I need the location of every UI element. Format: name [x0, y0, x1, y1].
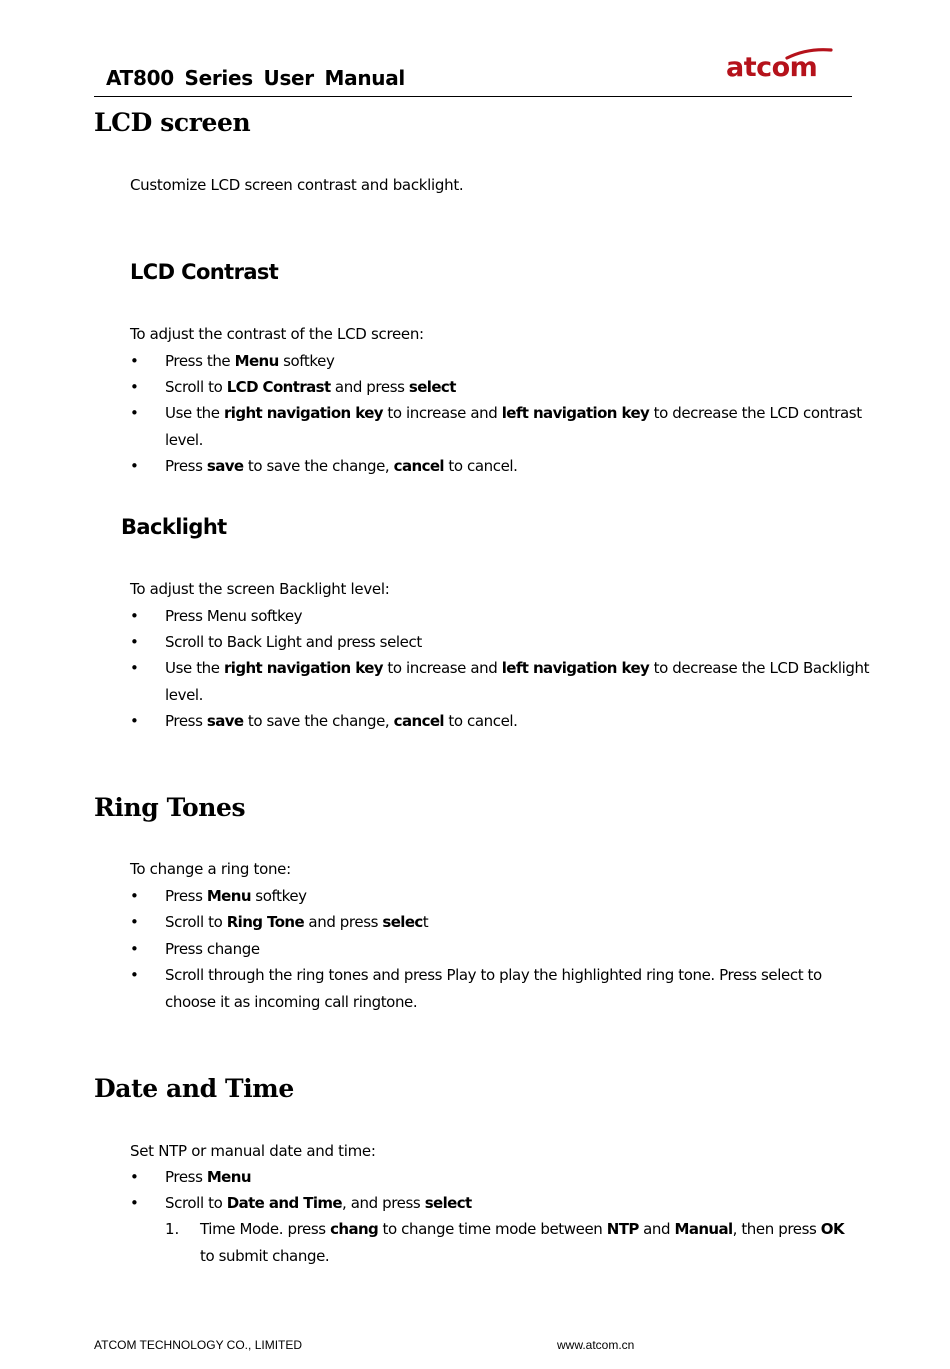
list-number: 1. [165, 1220, 180, 1238]
bullet-icon: • [130, 913, 139, 931]
logo-text: atcom [726, 52, 818, 83]
list-item: Use the right navigation key to increase and left navigation key to decrease the LCD Backlight [165, 659, 870, 677]
backlight-intro: To adjust the screen Backlight level: [130, 580, 390, 598]
footer-company: ATCOM TECHNOLOGY CO., LIMITED [94, 1338, 303, 1352]
list-item: Press save to save the change, cancel to cancel. [165, 457, 518, 475]
list-item: Scroll to Back Light and press select [165, 633, 422, 651]
list-item: Press Menu [165, 1168, 251, 1186]
bullet-icon: • [130, 887, 139, 905]
bullet-icon: • [130, 404, 139, 422]
list-item: Scroll through the ring tones and press Play to play the highlighted ring tone. Press select to [165, 966, 822, 984]
lcd-screen-intro: Customize LCD screen contrast and backlight. [130, 176, 464, 194]
heading-backlight: Backlight [121, 515, 227, 539]
list-item-continuation: level. [165, 431, 204, 449]
list-item: Press Menu softkey [165, 887, 307, 905]
list-item: Scroll to Ring Tone and press select [165, 913, 429, 931]
date-time-intro: Set NTP or manual date and time: [130, 1142, 376, 1160]
ring-tones-intro: To change a ring tone: [130, 860, 291, 878]
list-item: Press Menu softkey [165, 607, 303, 625]
bullet-icon: • [130, 457, 139, 475]
list-item-continuation: choose it as incoming call ringtone. [165, 993, 418, 1011]
list-item: Scroll to LCD Contrast and press select [165, 378, 456, 396]
list-item-continuation: level. [165, 686, 204, 704]
bullet-icon: • [130, 378, 139, 396]
numbered-item-continuation: to submit change. [200, 1247, 330, 1265]
numbered-item: Time Mode. press chang to change time mode between NTP and Manual, then press OK [200, 1220, 844, 1238]
heading-lcd-contrast: LCD Contrast [130, 260, 279, 284]
bullet-icon: • [130, 1168, 139, 1186]
list-item: Press the Menu softkey [165, 352, 335, 370]
heading-lcd-screen: LCD screen [94, 108, 251, 137]
list-item: Scroll to Date and Time, and press select [165, 1194, 472, 1212]
bullet-icon: • [130, 940, 139, 958]
bullet-icon: • [130, 607, 139, 625]
bullet-icon: • [130, 659, 139, 677]
manual-title: AT800 Series User Manual [106, 66, 405, 90]
heading-date-and-time: Date and Time [94, 1074, 294, 1103]
bullet-icon: • [130, 352, 139, 370]
header-divider [94, 96, 852, 97]
bullet-icon: • [130, 633, 139, 651]
bullet-icon: • [130, 1194, 139, 1212]
heading-ring-tones: Ring Tones [94, 793, 246, 822]
list-item: Press save to save the change, cancel to cancel. [165, 712, 518, 730]
list-item: Use the right navigation key to increase and left navigation key to decrease the LCD contrast [165, 404, 862, 422]
bullet-icon: • [130, 712, 139, 730]
footer-website: www.atcom.cn [557, 1338, 635, 1352]
bullet-icon: • [130, 966, 139, 984]
lcd-contrast-intro: To adjust the contrast of the LCD screen: [130, 325, 424, 343]
list-item: Press change [165, 940, 260, 958]
atcom-logo [725, 44, 840, 84]
